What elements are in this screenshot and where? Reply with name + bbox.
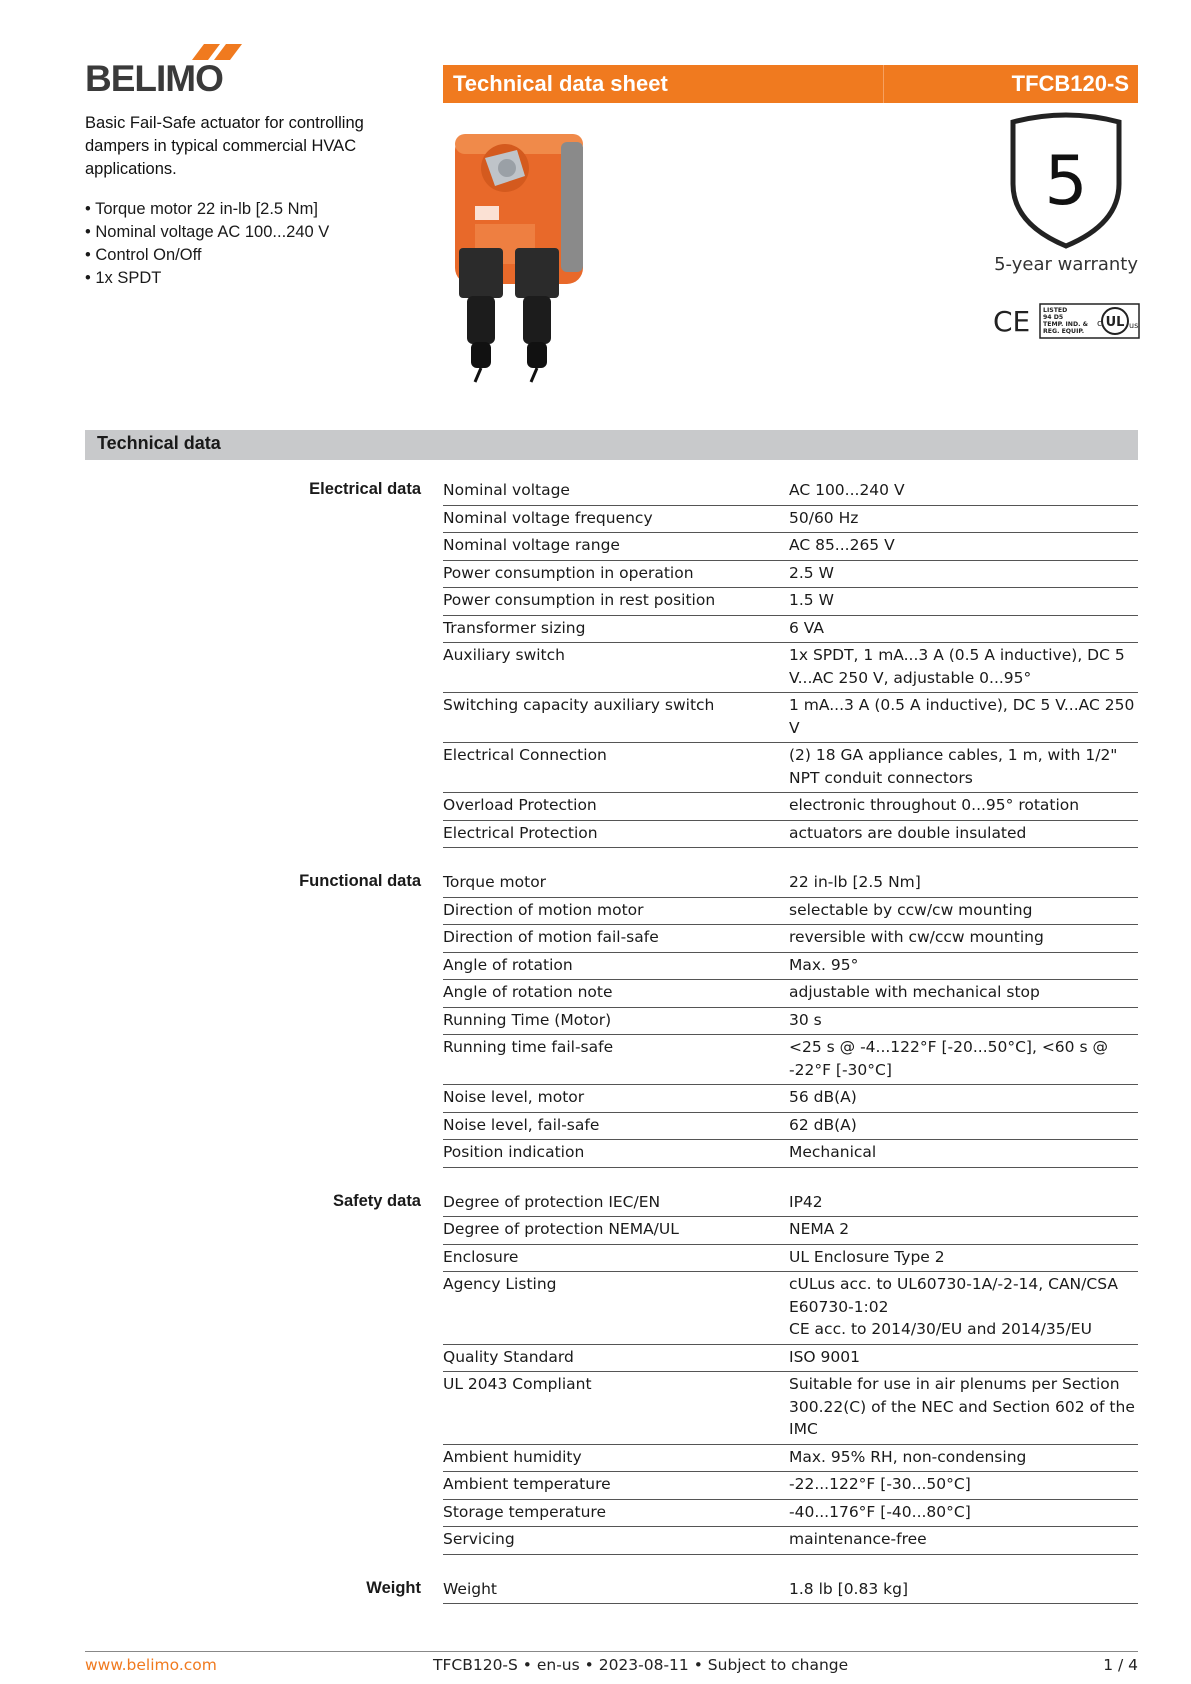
certification-marks [993,302,1140,340]
spec-value: 1x SPDT, 1 mA...3 A (0.5 A inductive), DC 5 V...AC 250 V, adjustable 0...95° [789,646,1125,687]
spec-value: maintenance-free [789,1530,927,1548]
spec-value: ISO 9001 [789,1347,860,1366]
spec-row [443,821,1138,849]
spec-row [443,1113,1138,1141]
spec-row [443,1527,1138,1555]
spec-value: <25 s @ -4...122°F [-20...50°C], <60 s @ -22°F [-30°C] [789,1038,1108,1079]
spec-label: Electrical Connection [443,746,607,764]
spec-value: 6 VA [789,618,825,637]
spec-row [443,1140,1138,1168]
spec-label: Transformer sizing [443,618,586,637]
spec-value: 1.8 lb [0.83 kg] [789,1579,908,1598]
spec-label: Direction of motion fail-safe [443,928,659,946]
spec-label: Nominal voltage [443,481,570,499]
feature-item: • Torque motor 22 in-lb [2.5 Nm] [85,198,329,221]
spec-row [443,561,1138,589]
svg-text:c: c [1097,319,1102,329]
spec-value: IP42 [789,1192,823,1211]
spec-row [443,953,1138,981]
spec-row [443,616,1138,644]
model-number: TFCB120-S [1011,71,1129,96]
spec-row [443,1372,1138,1445]
footer-document-info: TFCB120-S • en-us • 2023-08-11 • Subject to change [433,1656,849,1674]
spec-label: Electrical Protection [443,823,598,842]
spec-row [443,1035,1138,1085]
spec-group [85,1190,1138,1555]
spec-label: Angle of rotation note [443,983,613,1001]
spec-label: Power consumption in rest position [443,591,716,609]
spec-row [443,478,1138,506]
banner-divider [883,65,884,103]
spec-group-title: Functional data [299,872,421,890]
spec-label: Power consumption in operation [443,563,694,582]
spec-label: Agency Listing [443,1275,557,1293]
spec-value: AC 85...265 V [789,536,895,554]
spec-row [443,1245,1138,1273]
spec-value: -40...176°F [-40...80°C] [789,1502,971,1521]
spec-label: Nominal voltage frequency [443,508,653,527]
spec-value: (2) 18 GA appliance cables, 1 m, with 1/2" NPT conduit connectors [789,746,1118,787]
spec-row [443,533,1138,561]
spec-label: Noise level, fail-safe [443,1115,600,1134]
svg-text:94 D5: 94 D5 [1043,314,1064,321]
spec-value: selectable by ccw/cw mounting [789,900,1033,919]
spec-label: Angle of rotation [443,955,573,974]
belimo-logo [85,44,235,104]
spec-value: Max. 95% RH, non-condensing [789,1447,1027,1466]
spec-label: Servicing [443,1530,515,1548]
spec-row [443,1345,1138,1373]
spec-label: Running time fail-safe [443,1038,614,1056]
spec-label: Running Time (Motor) [443,1010,612,1029]
spec-row [443,1472,1138,1500]
feature-item: • Control On/Off [85,244,329,267]
section-title: Technical data [97,433,221,453]
svg-text:REG. EQUIP.: REG. EQUIP. [1043,328,1085,335]
spec-label: Overload Protection [443,796,597,814]
footer-website-link[interactable]: www.belimo.com [85,1656,217,1674]
description-text: Basic Fail-Safe actuator for controlling dampers in typical commercial HVAC applications. [85,114,364,178]
spec-row [443,1217,1138,1245]
warranty-years: 5 [1044,142,1088,221]
warranty-shield-icon [1005,112,1127,250]
spec-row [443,793,1138,821]
spec-value: electronic throughout 0...95° rotation [789,796,1080,814]
spec-value: cULus acc. to UL60730-1A/-2-14, CAN/CSA E60730-1:02 CE acc. to 2014/30/EU and 2014/35/EU [789,1275,1118,1338]
spec-label: Ambient humidity [443,1447,582,1466]
technical-data-table [85,478,1138,1626]
spec-label: Torque motor [443,873,547,891]
sheet-title: Technical data sheet [453,71,668,96]
brand-name: BELIMO [85,58,223,99]
spec-label: Direction of motion motor [443,900,644,919]
spec-value: reversible with cw/ccw mounting [789,928,1044,946]
spec-value: 62 dB(A) [789,1115,857,1134]
spec-value: NEMA 2 [789,1220,850,1238]
footer-divider [85,1651,1138,1652]
spec-label: Auxiliary switch [443,646,565,664]
feature-list [85,198,329,290]
spec-row [443,693,1138,743]
spec-value: Suitable for use in air plenums per Section 300.22(C) of the NEC and Section 602 of the IMC [789,1375,1135,1438]
spec-row [443,870,1138,898]
spec-row [443,1577,1138,1605]
spec-label: Ambient temperature [443,1475,611,1493]
svg-text:LISTED: LISTED [1043,307,1068,314]
spec-value: 1.5 W [789,591,834,609]
spec-label: Enclosure [443,1247,519,1266]
spec-value: -22...122°F [-30...50°C] [789,1475,971,1493]
spec-row [443,588,1138,616]
spec-value: 22 in-lb [2.5 Nm] [789,873,921,891]
ul-mark-icon: UL [1105,315,1125,330]
spec-value: 50/60 Hz [789,508,859,527]
spec-group-title: Safety data [332,1191,421,1210]
spec-row [443,743,1138,793]
spec-value: Mechanical [789,1143,877,1161]
spec-group [85,478,1138,848]
feature-item: • Nominal voltage AC 100...240 V [85,221,329,244]
spec-row [443,1500,1138,1528]
spec-row [443,1008,1138,1036]
spec-value: UL Enclosure Type 2 [789,1247,945,1266]
spec-row [443,506,1138,534]
spec-label: UL 2043 Compliant [443,1375,592,1393]
spec-value: adjustable with mechanical stop [789,983,1040,1001]
spec-value: Max. 95° [789,955,859,974]
spec-label: Quality Standard [443,1347,574,1366]
spec-row [443,643,1138,693]
warranty-label: 5-year warranty [994,254,1138,275]
spec-value: 56 dB(A) [789,1088,857,1106]
spec-value: 1 mA...3 A (0.5 A inductive), DC 5 V...AC 250 V [789,696,1135,737]
spec-label: Weight [443,1579,498,1598]
spec-value: 2.5 W [789,563,834,582]
spec-label: Position indication [443,1143,585,1161]
spec-label: Storage temperature [443,1502,606,1521]
spec-label: Degree of protection IEC/EN [443,1192,661,1211]
svg-text:TEMP. IND. &: TEMP. IND. & [1043,321,1089,328]
spec-group-title: Weight [366,1578,421,1597]
header-banner [443,65,1138,103]
svg-text:us: us [1129,321,1139,330]
product-description [85,112,385,181]
spec-row [443,925,1138,953]
spec-label: Nominal voltage range [443,536,620,554]
spec-group [85,870,1138,1168]
spec-row [443,898,1138,926]
page-number: 1 / 4 [1103,1656,1138,1674]
spec-group-title: Electrical data [309,480,421,498]
ce-mark-icon: CE [993,305,1031,338]
spec-row [443,980,1138,1008]
spec-value: actuators are double insulated [789,823,1027,842]
spec-row [443,1272,1138,1345]
spec-value: 30 s [789,1010,822,1029]
spec-row [443,1190,1138,1218]
spec-row [443,1445,1138,1473]
spec-group [85,1577,1138,1605]
feature-item: • 1x SPDT [85,267,329,290]
section-header [85,430,1138,460]
spec-label: Switching capacity auxiliary switch [443,696,715,714]
spec-label: Degree of protection NEMA/UL [443,1220,679,1238]
actuator-product-image [445,128,595,383]
spec-value: AC 100...240 V [789,481,905,499]
spec-label: Noise level, motor [443,1088,585,1106]
spec-row [443,1085,1138,1113]
